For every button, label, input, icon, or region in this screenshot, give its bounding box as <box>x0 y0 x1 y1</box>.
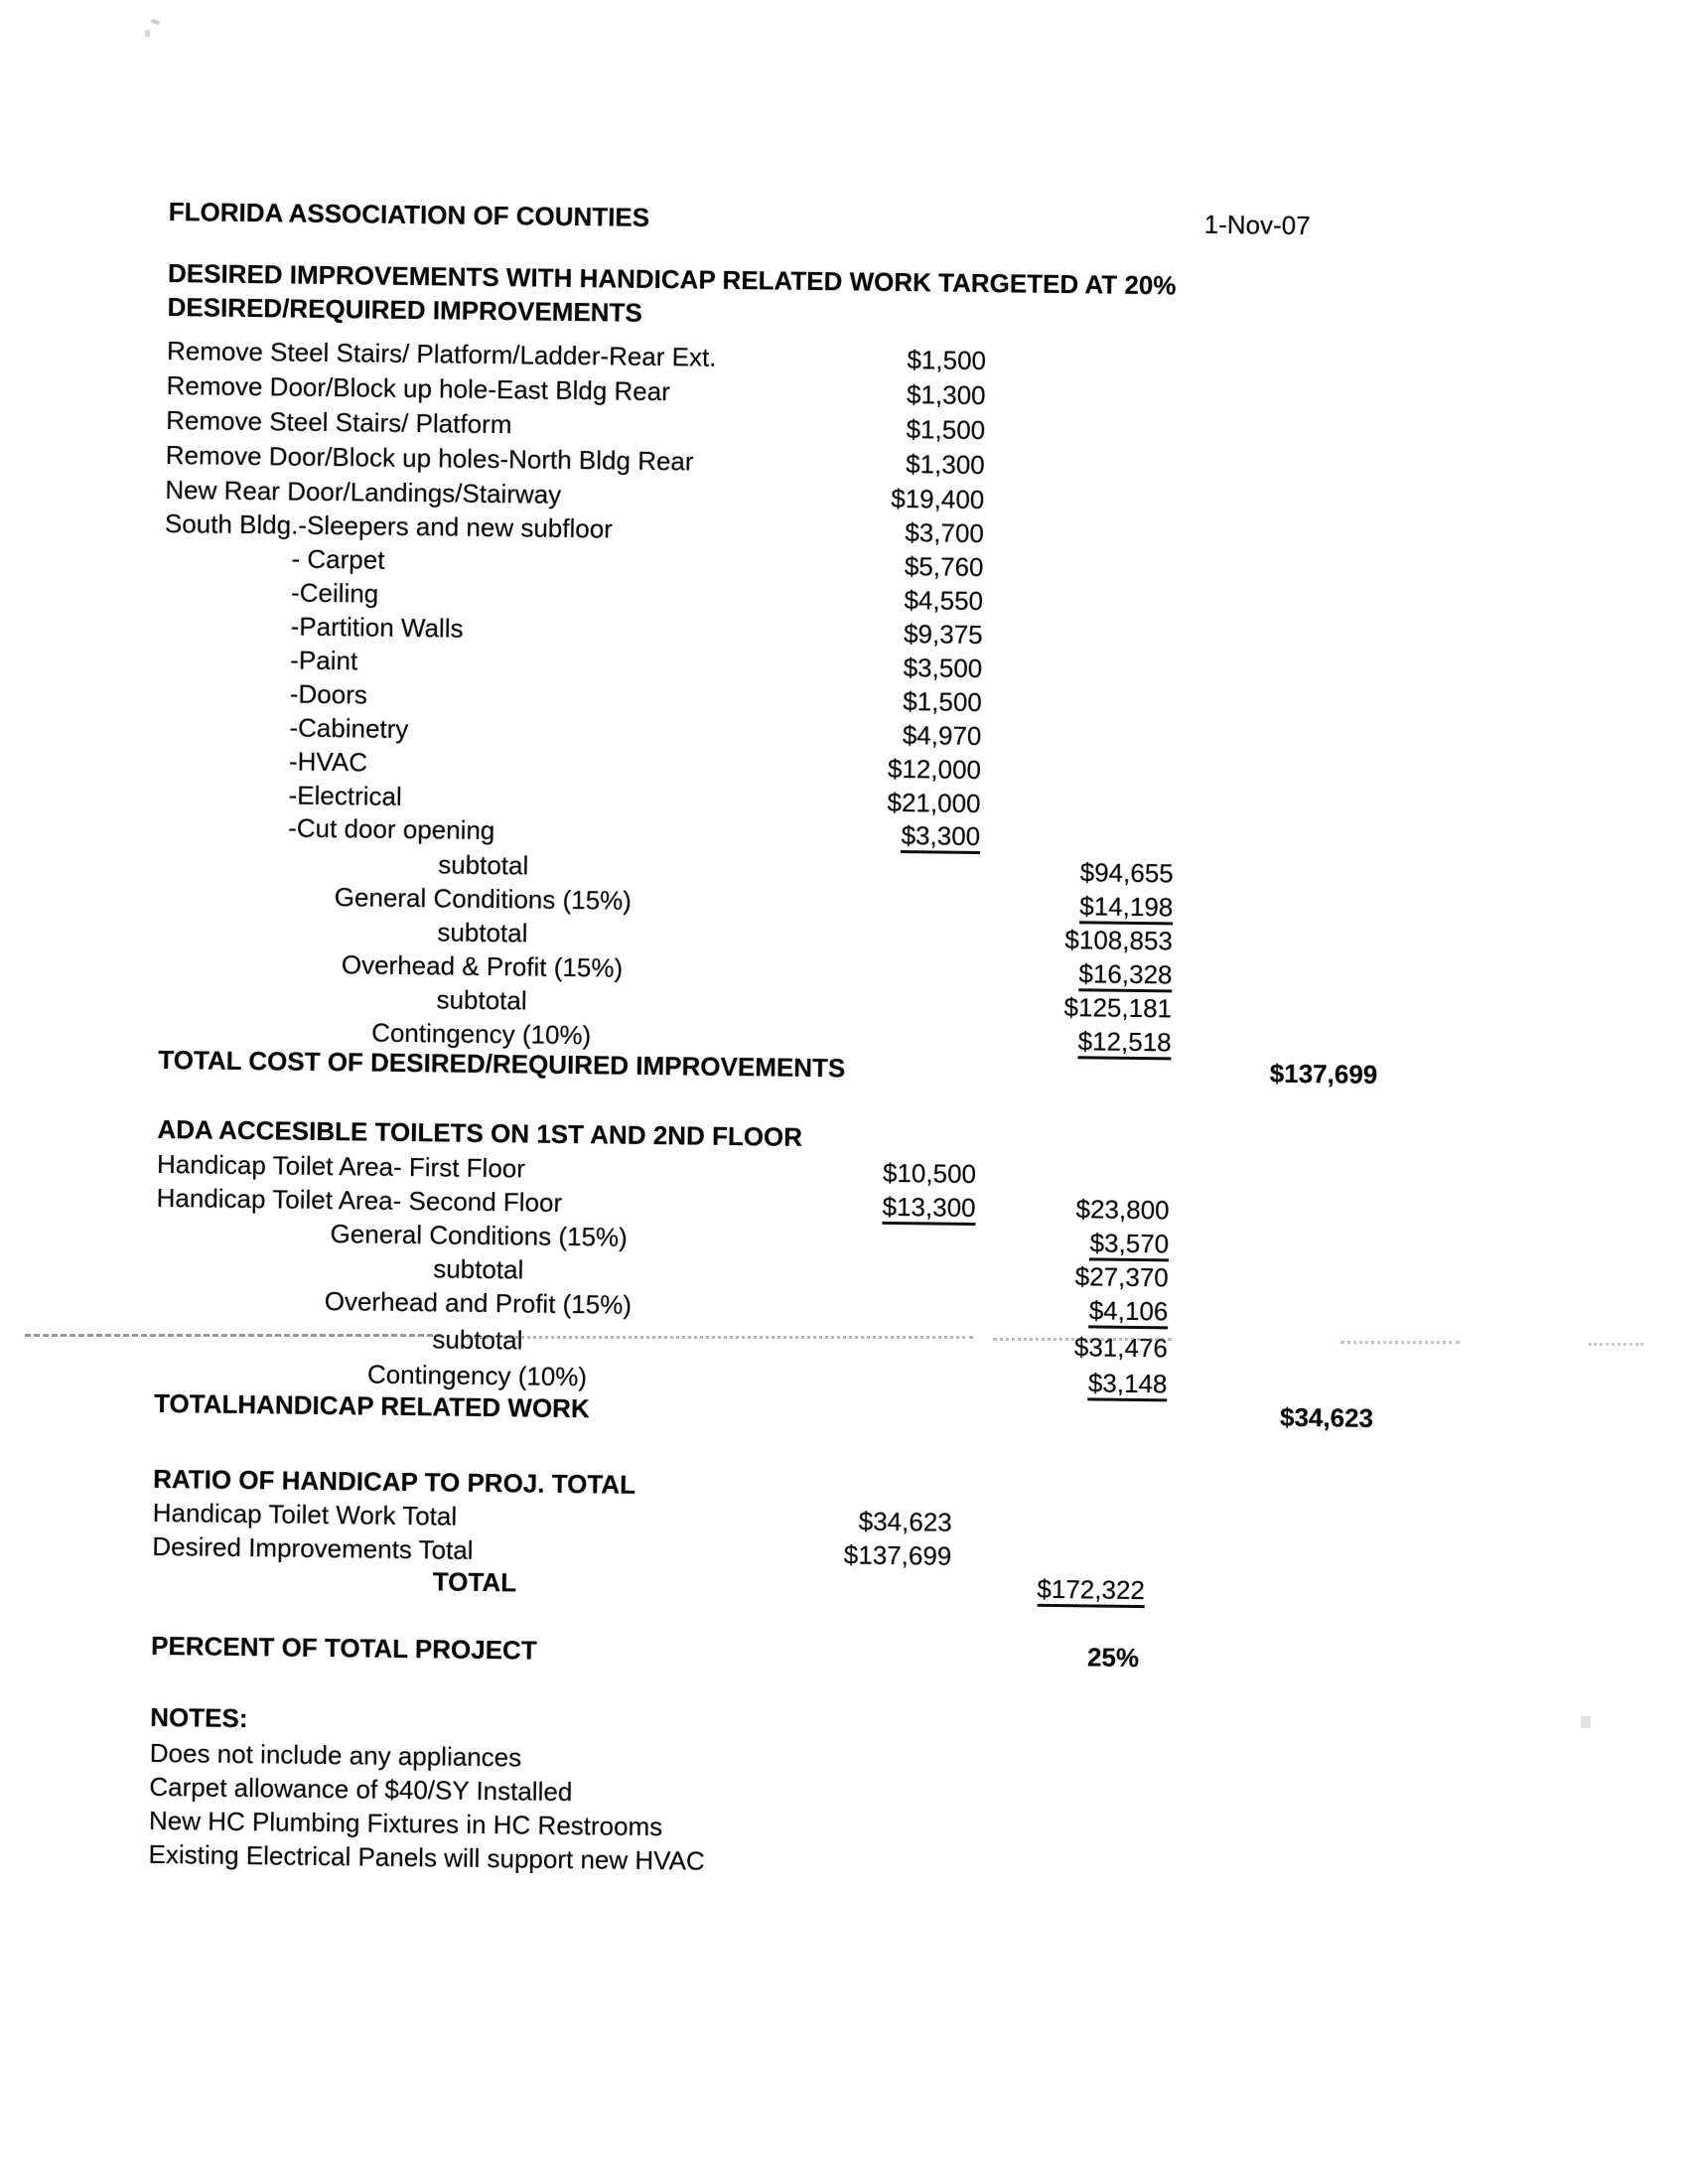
line-item-amount <box>692 374 985 412</box>
summary-label: subtotal <box>433 1253 524 1285</box>
scan-artifact-dashed-line <box>1589 1343 1643 1346</box>
line-item-amount <box>687 783 980 820</box>
note-line: Does not include any appliances <box>149 1737 522 1773</box>
scan-artifact-dashed-line <box>993 1338 1172 1341</box>
summary-label: subtotal <box>438 849 529 881</box>
amount-text: $1,500 <box>903 686 983 718</box>
line-item-label: Remove Steel Stairs/ Platform <box>166 404 512 440</box>
line-item-label: Remove Door/Block up holes-North Bldg Rear <box>165 439 694 477</box>
line-item-amount <box>683 1153 976 1191</box>
line-item-label: -Electrical <box>288 780 402 811</box>
amount-text: $23,800 <box>1075 1194 1170 1226</box>
amount-text: $3,500 <box>903 653 983 684</box>
percent-label: PERCENT OF TOTAL PROJECT <box>150 1630 537 1666</box>
summary-amount <box>875 921 1173 958</box>
amount-text: $3,700 <box>905 517 985 549</box>
summary-amount <box>875 887 1173 925</box>
amount-text: $12,518 <box>1077 1026 1171 1060</box>
summary-amount <box>871 1224 1169 1261</box>
amount-text: $1,500 <box>906 414 986 446</box>
scan-artifact-dashed-line <box>25 1334 442 1337</box>
amount-text: $108,853 <box>1064 925 1174 956</box>
amount-text: $31,476 <box>1073 1332 1169 1364</box>
amount-text: $3,570 <box>1089 1228 1169 1261</box>
line-item-label: South Bldg.-Sleepers and new subfloor <box>164 508 614 544</box>
note-line: New HC Plumbing Fixtures in HC Restrooms <box>148 1805 663 1842</box>
total-label: TOTAL COST OF DESIRED/REQUIRED IMPROVEMENTS <box>158 1044 846 1084</box>
line-item-label: -Ceiling <box>290 577 379 609</box>
percent-value <box>841 1637 1139 1674</box>
scan-artifact-dashed-line <box>467 1336 973 1339</box>
summary-label: subtotal <box>437 917 528 948</box>
amount-text: $5,760 <box>904 551 984 583</box>
amount-text: $10,500 <box>882 1157 977 1190</box>
line-item-amount <box>693 340 986 377</box>
summary-label: General Conditions (15%) <box>330 1219 628 1252</box>
document-header-row <box>0 193 1688 247</box>
amount-text: $14,198 <box>1079 891 1173 925</box>
running-subtotal-amount <box>871 1190 1169 1228</box>
amount-text: $4,550 <box>904 585 984 617</box>
amount-text: $172,322 <box>1037 1574 1145 1608</box>
total-amount <box>1077 1397 1373 1435</box>
line-item-label: Handicap Toilet Area- First Floor <box>156 1148 526 1184</box>
ratio-row-label: Desired Improvements Total <box>152 1530 474 1565</box>
amount-text: $137,699 <box>1269 1058 1378 1090</box>
line-item-label: -Partition Walls <box>290 611 464 644</box>
line-item-amount <box>692 444 985 482</box>
summary-amount <box>870 1291 1168 1329</box>
document-date: 1-Nov-07 <box>1203 209 1311 241</box>
amount-text: $21,000 <box>887 787 981 819</box>
total-label: TOTAL <box>432 1566 517 1598</box>
summary-label: Overhead & Profit (15%) <box>341 949 624 983</box>
line-item-amount <box>690 546 983 584</box>
amount-text: $16,328 <box>1078 958 1172 992</box>
summary-label: Contingency (10%) <box>370 1017 592 1051</box>
amount-text: $1,300 <box>906 379 986 411</box>
total-label: TOTALHANDICAP RELATED WORK <box>153 1387 590 1424</box>
summary-amount <box>874 954 1172 992</box>
line-item-label: -HVAC <box>288 746 368 778</box>
section-heading: DESIRED/REQUIRED IMPROVEMENTS <box>167 291 642 328</box>
org-name: FLORIDA ASSOCIATION OF COUNTIES <box>168 196 650 232</box>
summary-label: Contingency (10%) <box>366 1359 588 1392</box>
amount-text: $4,106 <box>1089 1295 1169 1329</box>
amount-text: $12,000 <box>887 753 982 786</box>
line-item-amount <box>692 409 985 447</box>
line-item-amount <box>688 715 981 753</box>
amount-text: $1,500 <box>907 345 987 376</box>
summary-label: Overhead and Profit (15%) <box>324 1285 633 1320</box>
note-line: Existing Electrical Panels will support new HVAC <box>148 1838 705 1876</box>
ratio-row-amount <box>659 1502 952 1539</box>
line-item-label: Remove Door/Block up hole-East Bldg Rear <box>166 369 671 407</box>
line-item-label: Handicap Toilet Area- Second Floor <box>156 1182 563 1218</box>
summary-amount <box>876 853 1174 891</box>
summary-amount <box>871 1257 1169 1295</box>
line-item-label: - Carpet <box>291 543 385 575</box>
amount-text: $4,970 <box>902 720 982 752</box>
line-item-amount <box>689 648 982 685</box>
section-heading: RATIO OF HANDICAP TO PROJ. TOTAL <box>153 1463 636 1500</box>
scan-artifact-dashed-line <box>1340 1341 1460 1344</box>
percent-row <box>0 1627 1670 1681</box>
amount-text: 25% <box>1086 1642 1140 1674</box>
amount-text: $1,300 <box>906 449 985 481</box>
line-item-label: New Rear Door/Landings/Stairway <box>165 474 562 510</box>
summary-label: General Conditions (15%) <box>334 882 633 916</box>
line-item-label: -Cut door opening <box>288 812 495 846</box>
amount-text: $27,370 <box>1074 1261 1169 1293</box>
summary-amount <box>874 988 1172 1026</box>
total-amount <box>847 1569 1145 1607</box>
document-title: DESIRED IMPROVEMENTS WITH HANDICAP RELATED WORK TARGETED AT 20% <box>167 257 1177 301</box>
line-item-label: -Doors <box>289 678 368 710</box>
line-item-amount <box>689 614 982 652</box>
summary-amount <box>870 1328 1168 1366</box>
line-item-label: -Cabinetry <box>289 712 409 744</box>
amount-text: $19,400 <box>891 483 985 515</box>
note-line: Carpet allowance of $40/SY Installed <box>149 1771 573 1808</box>
ratio-row-label: Handicap Toilet Work Total <box>152 1497 458 1531</box>
notes-heading: NOTES: <box>150 1701 248 1734</box>
summary-label: subtotal <box>432 1324 523 1356</box>
amount-text: $3,148 <box>1088 1368 1168 1401</box>
amount-text: $13,300 <box>882 1192 975 1226</box>
summary-label: subtotal <box>436 984 527 1016</box>
line-item-amount <box>688 749 981 787</box>
line-item-label: -Paint <box>290 645 358 676</box>
line-item-amount <box>687 815 980 853</box>
line-item-amount <box>691 512 984 550</box>
line-item-amount <box>691 479 984 516</box>
scan-speck <box>1581 1716 1591 1728</box>
amount-text: $9,375 <box>903 619 983 651</box>
amount-text: $3,300 <box>901 820 980 854</box>
amount-text: $94,655 <box>1079 857 1174 889</box>
scan-speck <box>145 30 150 37</box>
amount-text: $125,181 <box>1063 992 1173 1024</box>
amount-text: $34,623 <box>858 1506 952 1537</box>
total-amount <box>1081 1054 1377 1092</box>
section-heading: ADA ACCESIBLE TOILETS ON 1ST AND 2ND FLOOR <box>157 1113 803 1152</box>
line-item-amount <box>690 580 983 618</box>
line-item-amount <box>689 681 982 719</box>
amount-text: $34,623 <box>1279 1401 1374 1433</box>
line-item-label: Remove Steel Stairs/ Platform/Ladder-Rear Ext. <box>166 335 717 372</box>
amount-text: $137,699 <box>843 1539 952 1571</box>
